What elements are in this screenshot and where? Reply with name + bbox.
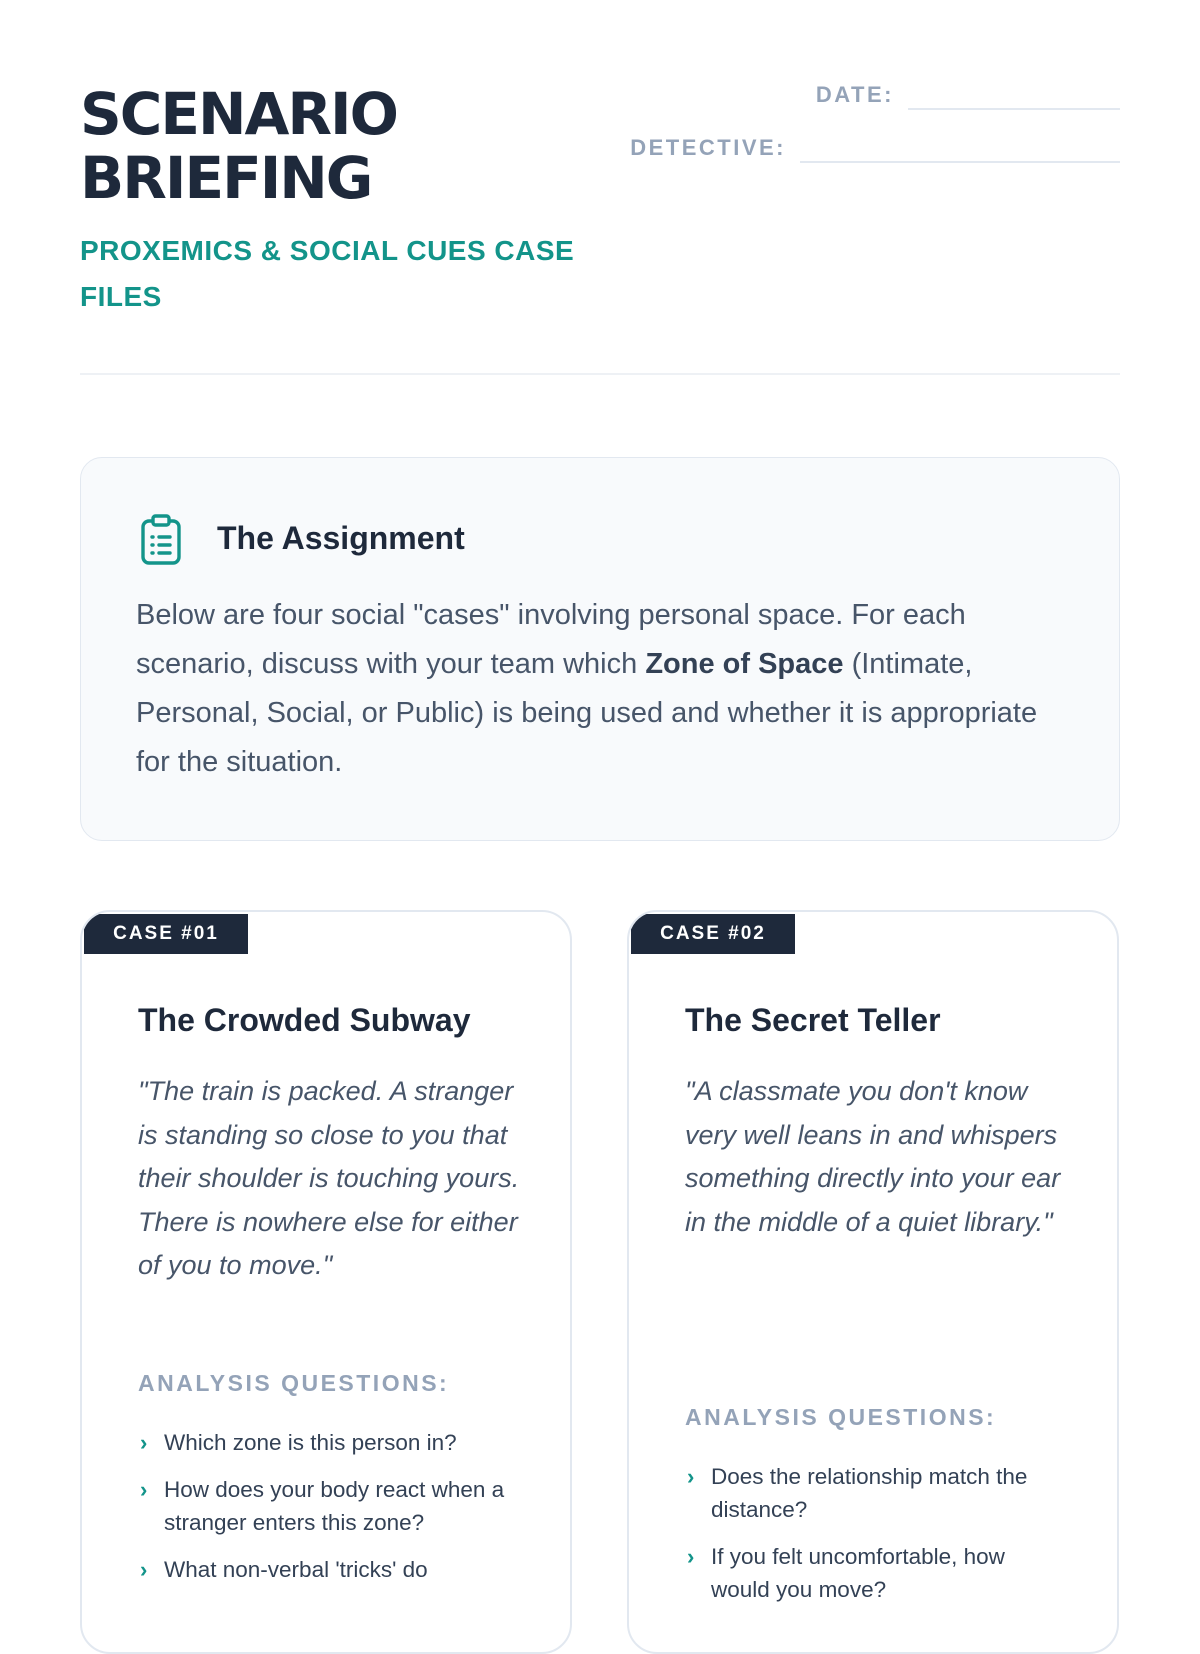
- assignment-title: The Assignment: [217, 520, 465, 556]
- date-blank-line: [908, 80, 1120, 110]
- list-item: [685, 1540, 1065, 1606]
- case-title: The Crowded Subway: [138, 1002, 471, 1038]
- page-subtitle: PROXEMICS & SOCIAL CUES CASE FILES: [80, 235, 575, 312]
- chevron-right-icon: ›: [687, 1464, 695, 1489]
- question-text: If you felt uncomfortable, how would you move?: [711, 1544, 1005, 1602]
- question-text: How does your body react when a stranger enters this zone?: [164, 1477, 505, 1535]
- chevron-right-icon: ›: [140, 1557, 148, 1582]
- assignment-box: [80, 457, 1120, 841]
- chevron-right-icon: ›: [140, 1477, 148, 1502]
- analysis-questions-heading: ANALYSIS QUESTIONS:: [138, 1370, 450, 1396]
- list-item: [138, 1426, 518, 1459]
- assignment-text-after: (Intimate, Personal, Social, or Public) is being used and whether it is appropriate for the situation.: [136, 648, 1038, 778]
- clipboard-list-icon: [140, 514, 182, 566]
- detective-blank-line: [800, 133, 1120, 163]
- chevron-right-icon: ›: [140, 1430, 148, 1455]
- analysis-questions-list: [685, 1460, 1065, 1620]
- detective-field: [630, 133, 1120, 163]
- question-text: Which zone is this person in?: [164, 1430, 457, 1455]
- title-line-2: BRIEFING: [80, 144, 372, 212]
- detective-label: DETECTIVE:: [630, 135, 786, 160]
- assignment-text-before: Below are four social "cases" involving personal space. For each scenario, discuss with your team which: [136, 599, 966, 680]
- date-field: [816, 80, 1120, 110]
- case-card-02: [627, 910, 1119, 1654]
- header-divider: [80, 373, 1120, 375]
- chevron-right-icon: ›: [687, 1544, 695, 1569]
- case-quote: "A classmate you don't know very well leans in and whispers something directly into your ear in the middle of a quiet library.": [685, 1076, 1061, 1237]
- date-label: DATE:: [815, 82, 894, 107]
- list-item: [685, 1460, 1065, 1526]
- case-badge: CASE #02: [631, 914, 795, 954]
- page-title: [80, 82, 600, 210]
- analysis-questions-list: [138, 1426, 518, 1600]
- case-badge: CASE #01: [84, 914, 248, 954]
- assignment-text: [136, 591, 1076, 787]
- worksheet-page: [80, 0, 1120, 1600]
- analysis-questions-heading: ANALYSIS QUESTIONS:: [685, 1404, 997, 1430]
- list-item: [138, 1473, 518, 1539]
- question-text: Does the relationship match the distance?: [711, 1464, 1028, 1522]
- assignment-text-bold: Zone of Space: [645, 648, 844, 680]
- case-card-01: [80, 910, 572, 1654]
- case-title: The Secret Teller: [685, 1002, 941, 1038]
- question-text: What non-verbal 'tricks' do: [164, 1557, 428, 1582]
- case-quote: "The train is packed. A stranger is standing so close to you that their shoulder is touching yours. There is nowhere else for either of you to move.": [138, 1076, 520, 1280]
- list-item: [138, 1553, 518, 1586]
- title-line-1: SCENARIO: [80, 80, 397, 148]
